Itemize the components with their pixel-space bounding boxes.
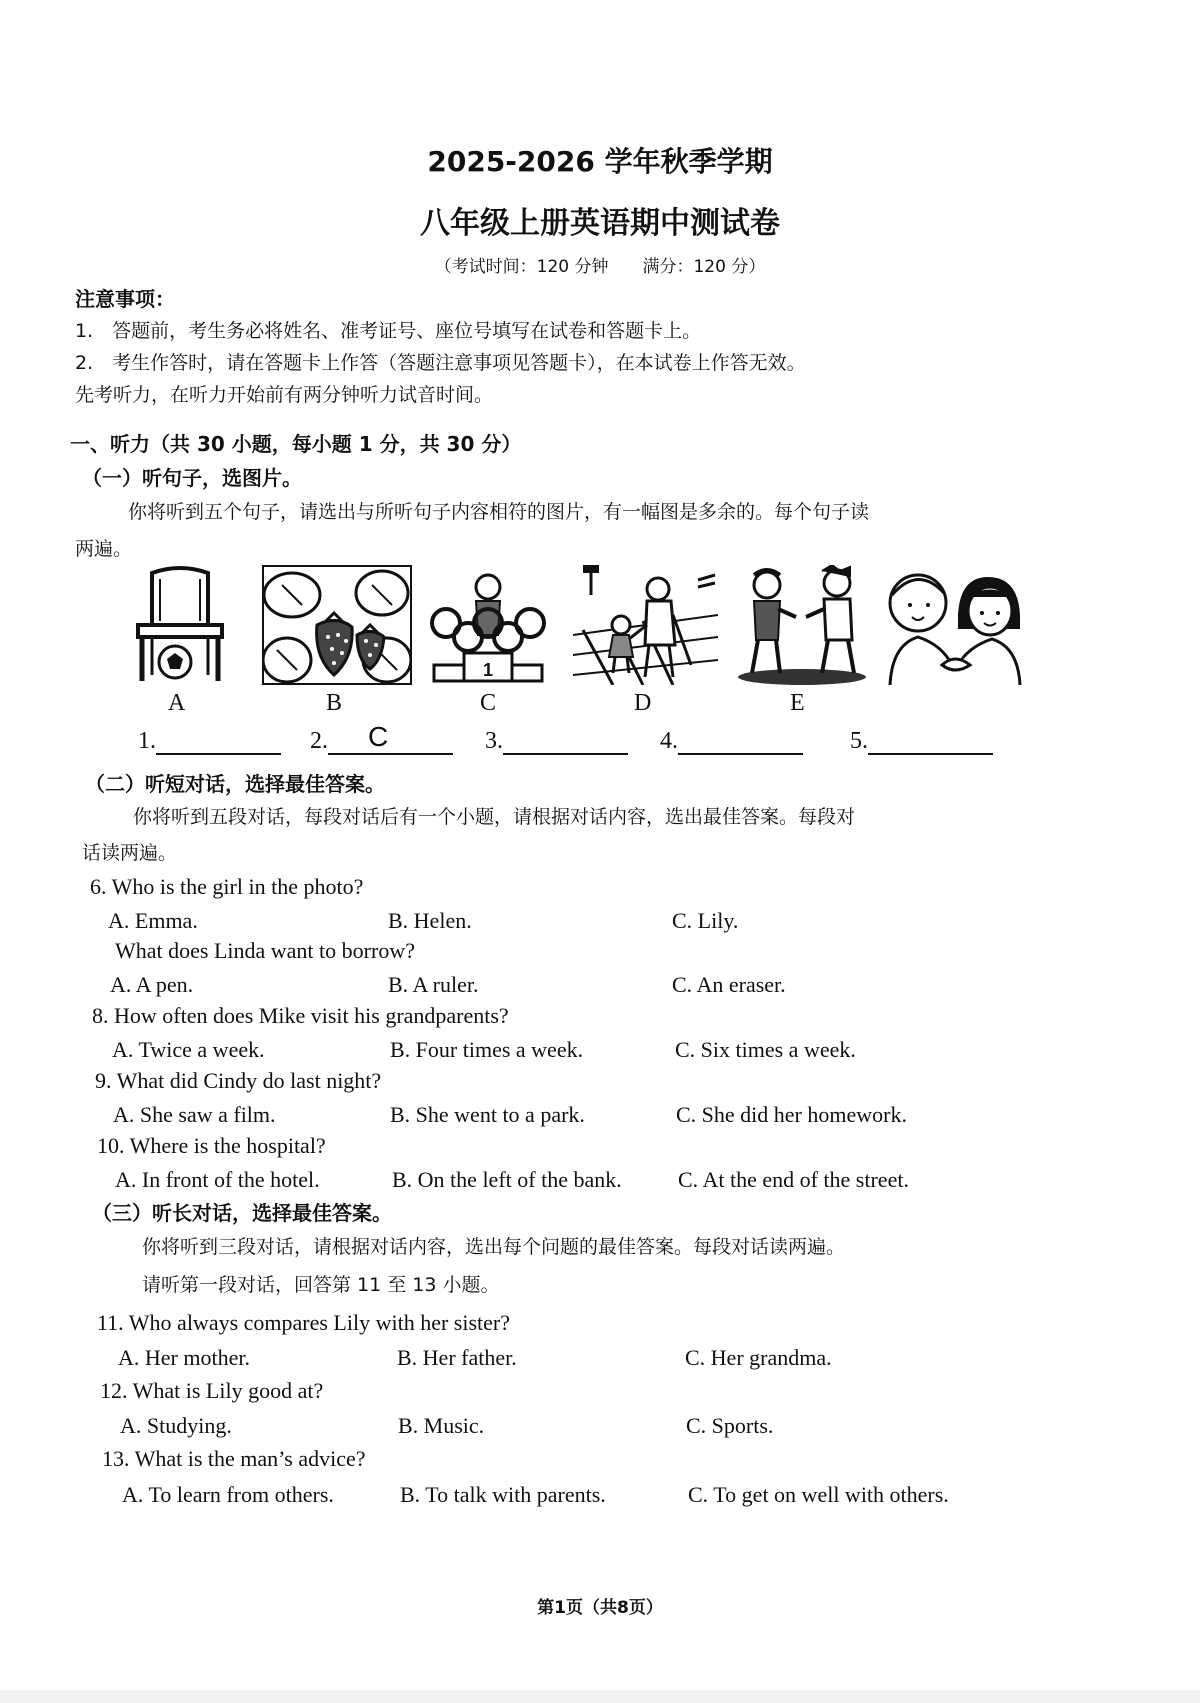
helping-old-man-cross-street-icon — [573, 565, 718, 685]
blank-number: 1. — [138, 728, 156, 754]
question-13-option-a[interactable]: A. To learn from others. — [122, 1482, 334, 1507]
question-8-option-c[interactable]: C. Six times a week. — [675, 1037, 856, 1062]
answer-blank-1[interactable] — [138, 728, 281, 755]
question-6-option-c[interactable]: C. Lily. — [672, 908, 739, 933]
question-11-option-a[interactable]: A. Her mother. — [118, 1345, 250, 1370]
strawberries-icon — [262, 565, 412, 685]
question-7-option-a[interactable]: A. A pen. — [110, 972, 194, 997]
question-9-option-c[interactable]: C. She did her homework. — [676, 1102, 907, 1127]
question-6-option-b[interactable]: B. Helen. — [388, 908, 472, 933]
question-6: 6. Who is the girl in the photo? — [90, 874, 364, 899]
picture-letter-b: B — [326, 690, 343, 716]
question-7-option-b[interactable]: B. A ruler. — [388, 972, 479, 997]
question-12: 12. What is Lily good at? — [100, 1378, 324, 1403]
question-11-option-b[interactable]: B. Her father. — [397, 1345, 517, 1370]
page-number: 第1页（共8页） — [537, 1598, 663, 1618]
blank-number: 3. — [485, 728, 503, 754]
question-7: What does Linda want to borrow? — [115, 938, 415, 963]
blank-number: 4. — [660, 728, 678, 754]
section1-title: 一、听力（共 30 小题，每小题 1 分，共 30 分） — [70, 432, 522, 456]
question-12-option-c[interactable]: C. Sports. — [686, 1413, 774, 1438]
girls-shaking-hands-icon — [880, 565, 1030, 685]
answer-blank-2[interactable] — [310, 721, 453, 755]
picture-letter-c: C — [480, 690, 497, 716]
part2-title: （二）听短对话，选择最佳答案。 — [85, 772, 385, 796]
question-11: 11. Who always compares Lily with her sister? — [97, 1310, 511, 1335]
question-10-option-a[interactable]: A. In front of the hotel. — [115, 1167, 320, 1192]
part3-instruction-cont: 请听第一段对话，回答第 11 至 13 小题。 — [142, 1274, 500, 1296]
question-11-option-c[interactable]: C. Her grandma. — [685, 1345, 832, 1370]
question-8-option-b[interactable]: B. Four times a week. — [390, 1037, 584, 1062]
notice-item-3: 先考听力，在听力开始前有两分钟听力试音时间。 — [75, 384, 494, 406]
chair-with-ball-icon — [130, 565, 230, 685]
notice-heading: 注意事项： — [75, 287, 175, 311]
notice-item-1: 1. 答题前，考生务必将姓名、准考证号、座位号填写在试卷和答题卡上。 — [75, 320, 702, 342]
question-8-option-a[interactable]: A. Twice a week. — [112, 1037, 265, 1062]
part1-title: （一）听句子，选图片。 — [82, 466, 302, 490]
exam-info: （考试时间：120 分钟 满分：120 分） — [434, 257, 766, 277]
question-13-option-c[interactable]: C. To get on well with others. — [688, 1482, 949, 1507]
question-6-option-a[interactable]: A. Emma. — [108, 908, 198, 933]
answer-blank-4[interactable] — [660, 728, 803, 755]
picture-letter-e: E — [790, 690, 805, 716]
question-9-option-b[interactable]: B. She went to a park. — [390, 1102, 585, 1127]
olympic-podium-icon — [428, 565, 548, 685]
part1-instruction: 你将听到五个句子，请选出与所听句子内容相符的图片，有一幅图是多余的。每个句子读 — [128, 501, 870, 523]
notice-item-2: 2. 考生作答时，请在答题卡上作答（答题注意事项见答题卡），在本试卷上作答无效。 — [75, 352, 806, 374]
question-12-option-b[interactable]: B. Music. — [398, 1413, 485, 1438]
question-7-option-c[interactable]: C. An eraser. — [672, 972, 786, 997]
question-10-option-c[interactable]: C. At the end of the street. — [678, 1167, 909, 1192]
blank-answer: C — [368, 721, 389, 752]
exam-paper-title: 八年级上册英语期中测试卷 — [420, 206, 780, 241]
question-13-option-b[interactable]: B. To talk with parents. — [400, 1482, 606, 1507]
part3-title: （三）听长对话，选择最佳答案。 — [92, 1201, 392, 1225]
exam-term-title: 2025-2026 学年秋季学期 — [427, 145, 773, 178]
blank-number: 5. — [850, 728, 868, 754]
question-8: 8. How often does Mike visit his grandparents? — [92, 1003, 509, 1028]
answer-blank-3[interactable] — [485, 728, 628, 755]
part2-instruction: 你将听到五段对话，每段对话后有一个小题，请根据对话内容，选出最佳答案。每段对 — [133, 806, 856, 828]
question-9-option-a[interactable]: A. She saw a film. — [113, 1102, 276, 1127]
podium-number: 1 — [482, 660, 494, 680]
two-men-arguing-icon — [732, 565, 872, 685]
blank-number: 2. — [310, 728, 328, 754]
part3-instruction: 你将听到三段对话，请根据对话内容，选出每个问题的最佳答案。每段对话读两遍。 — [142, 1236, 846, 1258]
picture-letter-a: A — [168, 690, 186, 716]
scan-edge — [0, 1690, 1200, 1703]
answer-blank-5[interactable] — [850, 728, 993, 755]
question-10-option-b[interactable]: B. On the left of the bank. — [392, 1167, 622, 1192]
picture-letter-d: D — [634, 690, 652, 716]
part1-instruction-cont: 两遍。 — [75, 538, 133, 560]
question-9: 9. What did Cindy do last night? — [95, 1068, 382, 1093]
question-10: 10. Where is the hospital? — [97, 1133, 326, 1158]
question-13: 13. What is the man’s advice? — [102, 1446, 366, 1471]
question-12-option-a[interactable]: A. Studying. — [120, 1413, 232, 1438]
part2-instruction-cont: 话读两遍。 — [82, 842, 178, 864]
